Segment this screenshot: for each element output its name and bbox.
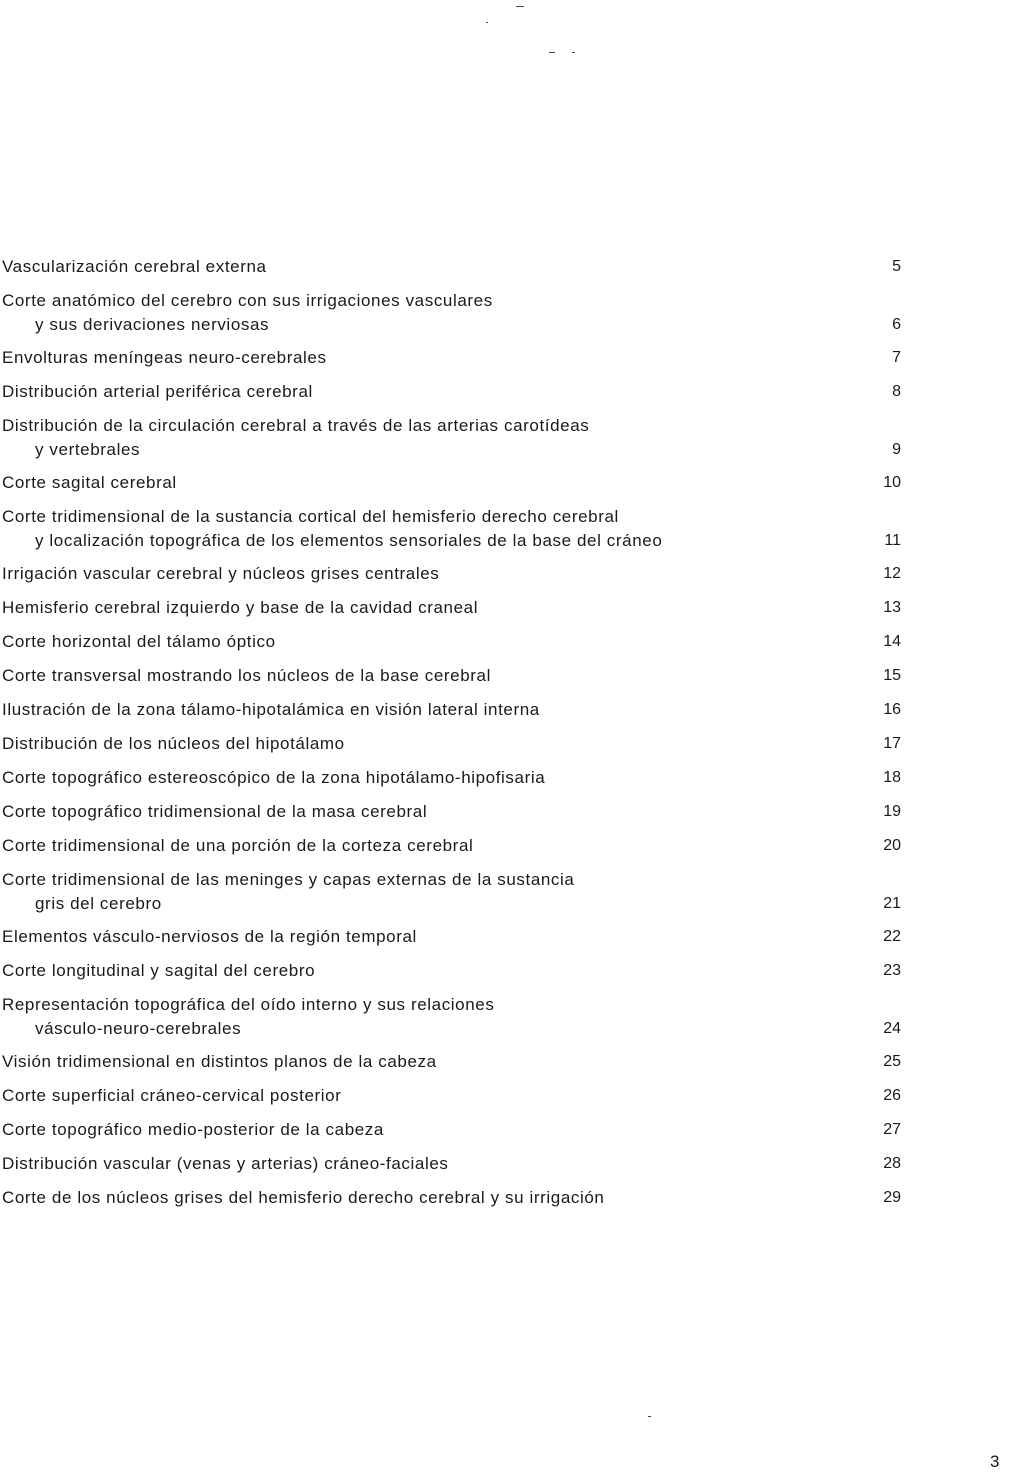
toc-entry-title-line: Representación topográfica del oído interno y sus relaciones — [2, 995, 495, 1014]
toc-entry-title-continuation: y localización topográfica de los elementos sensoriales de la base del cráneo — [35, 531, 663, 550]
toc-entry-page: 23 — [883, 962, 901, 979]
toc-entry-title — [2, 255, 267, 279]
toc-entry-title-line: Corte topográfico medio-posterior de la cabeza — [2, 1120, 384, 1139]
toc-entry-title-line: Ilustración de la zona tálamo-hipotalámica en visión lateral interna — [2, 700, 540, 719]
toc-entry-title — [2, 471, 177, 495]
toc-entry-page: 22 — [883, 928, 901, 945]
toc-entry-title-line: Distribución vascular (venas y arterias) cráneo-faciales — [2, 1154, 449, 1173]
toc-entry-page: 10 — [883, 474, 901, 491]
toc-entry-title-line: Corte sagital cerebral — [2, 473, 177, 492]
toc-entry-page: 15 — [883, 667, 901, 684]
toc-entry-title-line: Corte longitudinal y sagital del cerebro — [2, 961, 316, 980]
toc-entry-title-line: Distribución de la circulación cerebral a través de las arterias carotídeas — [2, 416, 590, 435]
scan-speck — [549, 52, 555, 53]
toc-entry-title — [2, 732, 345, 756]
toc-entry-page: 6 — [892, 316, 901, 333]
toc-entry-page: 29 — [883, 1189, 901, 1206]
toc-entry-title-line: Hemisferio cerebral izquierdo y base de la cavidad craneal — [2, 598, 479, 617]
toc-entry-title — [2, 766, 545, 790]
scan-speck — [516, 6, 524, 7]
toc-entry-title — [2, 380, 313, 404]
toc-entry-page: 28 — [883, 1155, 901, 1172]
toc-entry-page: 12 — [883, 565, 901, 582]
toc-entry-title-line: Corte horizontal del tálamo óptico — [2, 632, 276, 651]
toc-entry-title-line: Corte transversal mostrando los núcleos de la base cerebral — [2, 666, 491, 685]
toc-entry-title — [2, 698, 540, 722]
scan-speck — [648, 1416, 651, 1417]
toc-entry-title-line: Elementos vásculo-nerviosos de la región temporal — [2, 927, 417, 946]
toc-entry-title — [2, 993, 494, 1041]
toc-entry-page: 14 — [883, 633, 901, 650]
toc-entry-title — [2, 925, 417, 949]
toc-entry-title — [2, 1084, 341, 1108]
toc-entry-title — [2, 289, 493, 337]
scan-speck — [486, 22, 488, 23]
toc-entry-title-line: Corte anatómico del cerebro con sus irrigaciones vasculares — [2, 291, 493, 310]
toc-entry-page: 21 — [883, 895, 901, 912]
toc-entry-page: 18 — [883, 769, 901, 786]
toc-entry-title-line: Vascularización cerebral externa — [2, 257, 267, 276]
toc-entry-title-continuation: y vertebrales — [35, 440, 141, 459]
toc-entry-title — [2, 1050, 437, 1074]
toc-entry-title — [2, 1152, 448, 1176]
toc-entry-title-continuation: gris del cerebro — [35, 894, 162, 913]
toc-entry-title — [2, 800, 427, 824]
toc-entry-page: 9 — [892, 441, 901, 458]
toc-entry-title-continuation: vásculo-neuro-cerebrales — [35, 1019, 242, 1038]
toc-entry-page: 20 — [883, 837, 901, 854]
toc-entry-title-continuation: y sus derivaciones nerviosas — [35, 315, 270, 334]
toc-entry-title — [2, 664, 491, 688]
toc-entry-page: 7 — [892, 349, 901, 366]
toc-entry-title — [2, 959, 315, 983]
toc-entry-title — [2, 505, 662, 553]
toc-entry-title-line: Envolturas meníngeas neuro-cerebrales — [2, 348, 327, 367]
toc-entry-page: 5 — [892, 258, 901, 275]
toc-entry-page: 16 — [883, 701, 901, 718]
toc-entry-title-line: Corte tridimensional de una porción de la corteza cerebral — [2, 836, 474, 855]
toc-entry-title — [2, 562, 439, 586]
toc-entry-page: 8 — [892, 383, 901, 400]
toc-entry-title-line: Irrigación vascular cerebral y núcleos grises centrales — [2, 564, 440, 583]
toc-entry-title-line: Corte topográfico estereoscópico de la zona hipotálamo-hipofisaria — [2, 768, 546, 787]
toc-entry-page: 27 — [883, 1121, 901, 1138]
toc-entry-title-line: Corte superficial cráneo-cervical posterior — [2, 1086, 342, 1105]
toc-entry-title — [2, 596, 478, 620]
toc-entry-title-line: Corte de los núcleos grises del hemisferio derecho cerebral y su irrigación — [2, 1188, 605, 1207]
scan-speck — [572, 52, 575, 53]
toc-entry-page: 25 — [883, 1053, 901, 1070]
toc-entry-title — [2, 868, 574, 916]
toc-entry-title — [2, 834, 473, 858]
toc-entry-page: 11 — [884, 532, 901, 549]
toc-entry-title — [2, 1186, 605, 1210]
toc-entry-title-line: Corte tridimensional de las meninges y capas externas de la sustancia — [2, 870, 575, 889]
toc-entry-page: 26 — [883, 1087, 901, 1104]
toc-entry-title-line: Corte topográfico tridimensional de la masa cerebral — [2, 802, 428, 821]
toc-entry-title-line: Corte tridimensional de la sustancia cortical del hemisferio derecho cerebral — [2, 507, 619, 526]
toc-entry-title — [2, 346, 327, 370]
toc-entry-title-line: Distribución arterial periférica cerebral — [2, 382, 313, 401]
toc-entry-title — [2, 414, 589, 462]
toc-entry-title — [2, 1118, 384, 1142]
toc-entry-page: 17 — [883, 735, 901, 752]
toc-entry-title-line: Distribución de los núcleos del hipotálamo — [2, 734, 345, 753]
toc-entry-title — [2, 630, 276, 654]
toc-entry-title-line: Visión tridimensional en distintos planos de la cabeza — [2, 1052, 437, 1071]
toc-entry-page: 24 — [883, 1020, 901, 1037]
toc-entry-page: 13 — [883, 599, 901, 616]
page-number: 3 — [990, 1452, 1000, 1471]
toc-entry-page: 19 — [883, 803, 901, 820]
